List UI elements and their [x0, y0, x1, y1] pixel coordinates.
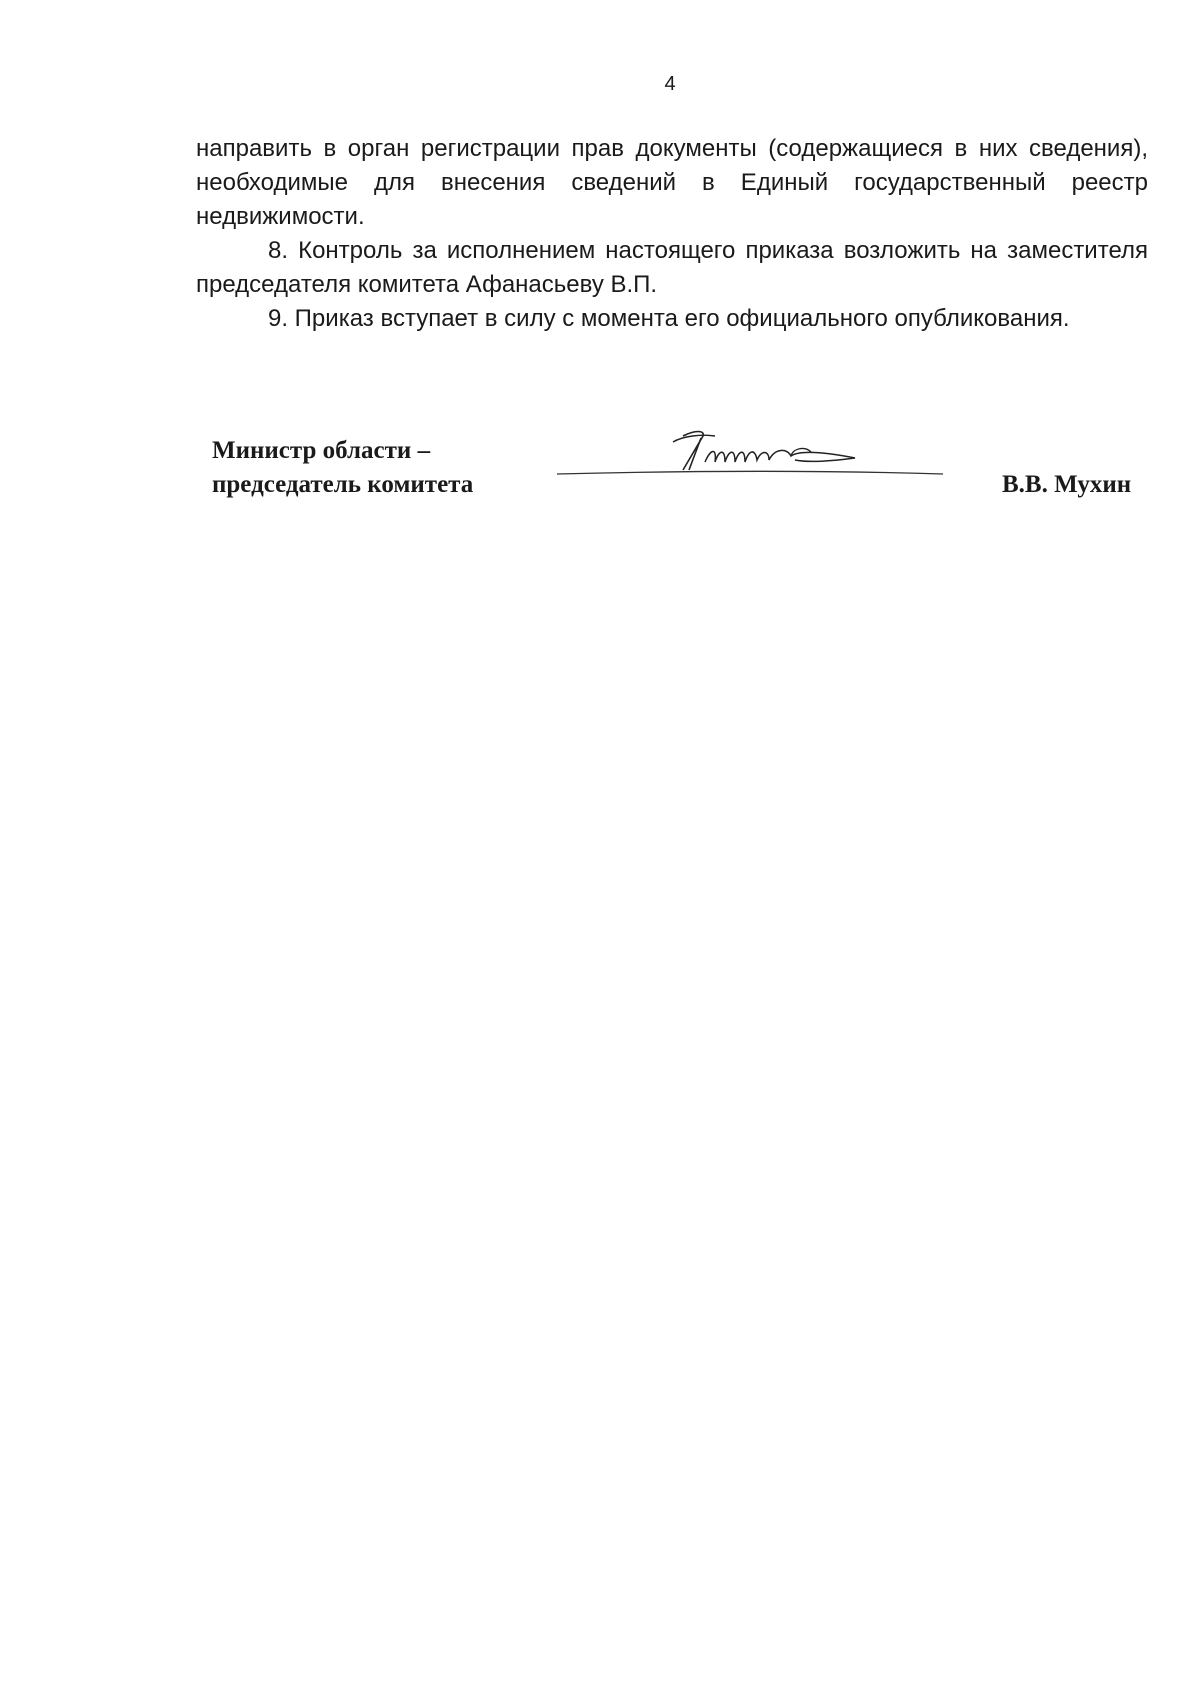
signatory-name: В.В. Мухин	[1002, 471, 1132, 498]
paragraph-item-9: 9. Приказ вступает в силу с момента его официального опубликования.	[268, 305, 1070, 332]
document-body	[196, 132, 1148, 336]
signatory-title-line-1: Министр области –	[212, 437, 431, 464]
signatory-title-line-2: председатель комитета	[212, 471, 474, 498]
paragraph-item-8: 8. Контроль за исполнением настоящего приказа возложить на заместителя председателя комитета Афанасьеву В.П.	[196, 237, 1148, 298]
signatory-title	[212, 434, 473, 502]
signature-block	[0, 434, 1200, 504]
handwritten-signature	[555, 426, 945, 496]
page-number: 4	[664, 73, 676, 95]
paragraph-continuation: направить в орган регистрации прав документы (содержащиеся в них сведения), необходимые для внесения сведений в Единый государственный реестр недвижимости.	[196, 135, 1148, 230]
